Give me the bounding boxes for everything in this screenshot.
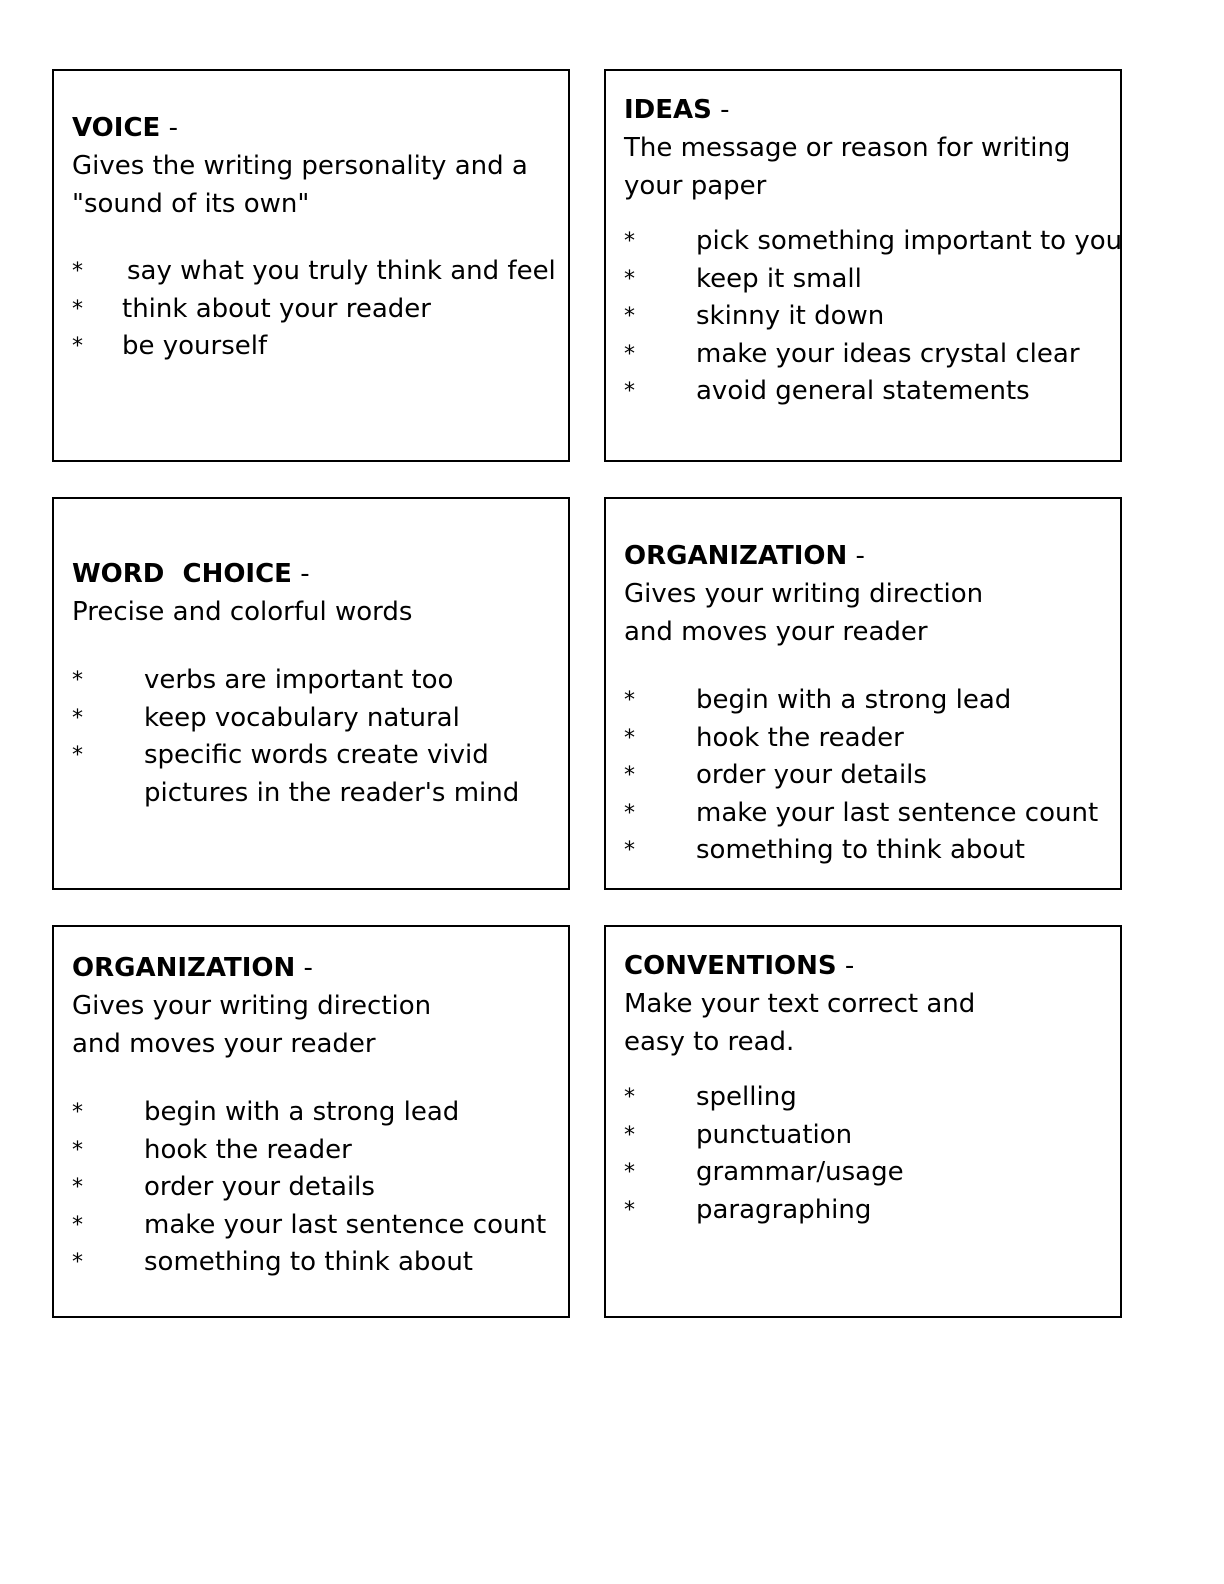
list-item-text: hook the reader	[696, 722, 904, 753]
title-dash: -	[168, 113, 178, 143]
title-dash: -	[300, 559, 310, 589]
asterisk-bullet-icon: *	[72, 1212, 83, 1238]
card-title: VOICE	[72, 113, 161, 143]
asterisk-bullet-icon: *	[72, 334, 83, 359]
list-item	[72, 253, 560, 291]
list-item	[624, 1154, 1112, 1192]
list-item-text: think about your reader	[122, 293, 431, 324]
card-description: The message or reason for writing your paper	[624, 133, 1071, 201]
list-item	[624, 261, 1112, 299]
title-dash: -	[855, 541, 865, 571]
asterisk-bullet-icon: *	[624, 379, 635, 404]
list-item	[72, 700, 560, 738]
list-item-text: spelling	[696, 1082, 797, 1112]
asterisk-bullet-icon: *	[624, 1122, 635, 1148]
asterisk-bullet-icon: *	[624, 725, 635, 751]
list-item	[72, 1244, 560, 1282]
list-item	[72, 737, 560, 812]
list-item	[624, 1079, 1112, 1117]
card-heading	[624, 947, 1112, 985]
card-heading	[72, 555, 560, 593]
trait-list	[624, 682, 1112, 870]
list-item	[72, 662, 560, 700]
card-voice	[52, 69, 570, 462]
asterisk-bullet-icon: *	[72, 705, 83, 731]
asterisk-bullet-icon: *	[624, 688, 635, 713]
asterisk-bullet-icon: *	[72, 1100, 83, 1125]
asterisk-bullet-icon: *	[624, 1085, 635, 1110]
trait-list	[72, 1094, 560, 1282]
list-item-text: something to think about	[696, 835, 1025, 865]
list-item-text: something to think about	[144, 1247, 473, 1277]
list-item	[624, 720, 1112, 758]
asterisk-bullet-icon: *	[624, 838, 635, 863]
list-item-text: pick something important to you	[696, 226, 1123, 256]
card-title: CONVENTIONS	[624, 951, 837, 981]
card-organization	[604, 497, 1122, 890]
list-item-text: hook the reader	[144, 1134, 352, 1165]
asterisk-bullet-icon: *	[624, 266, 635, 292]
asterisk-bullet-icon: *	[72, 259, 83, 284]
list-item	[72, 1132, 560, 1170]
list-item-text: keep vocabulary natural	[144, 702, 460, 733]
list-item	[624, 1117, 1112, 1155]
list-item-text: punctuation	[696, 1119, 853, 1150]
card-description: Gives your writing direction and moves your reader	[72, 991, 432, 1059]
list-item-text: keep it small	[696, 263, 862, 294]
card-description: Gives the writing personality and a "sound of its own"	[72, 151, 528, 219]
list-item-text: begin with a strong lead	[144, 1097, 460, 1127]
asterisk-bullet-icon: *	[624, 800, 635, 826]
title-dash: -	[844, 951, 855, 981]
list-item	[624, 1192, 1112, 1230]
list-item-text: say what you truly think and feel	[127, 256, 556, 286]
card-conventions	[604, 925, 1122, 1318]
list-item	[72, 291, 560, 329]
list-item	[624, 757, 1112, 795]
list-item-text: make your ideas crystal clear	[696, 338, 1080, 369]
card-ideas	[604, 69, 1122, 462]
asterisk-bullet-icon: *	[72, 743, 83, 768]
card-description: Precise and colorful words	[72, 597, 413, 627]
card-heading	[72, 109, 560, 147]
list-item-text: order your details	[696, 760, 927, 790]
list-item	[624, 223, 1123, 261]
asterisk-bullet-icon: *	[72, 1175, 83, 1200]
card-description: Make your text correct and easy to read.	[624, 989, 976, 1057]
asterisk-bullet-icon: *	[624, 341, 635, 367]
list-item-text: skinny it down	[696, 301, 885, 331]
list-item-text: paragraphing	[696, 1194, 872, 1225]
card-heading	[72, 949, 560, 987]
asterisk-bullet-icon: *	[624, 1160, 635, 1185]
list-item	[624, 298, 1112, 336]
asterisk-bullet-icon: *	[624, 304, 635, 329]
list-item-text: order your details	[144, 1172, 375, 1202]
trait-list	[624, 1079, 1112, 1229]
list-item	[72, 328, 560, 366]
title-dash: -	[720, 95, 730, 125]
asterisk-bullet-icon: *	[72, 1137, 83, 1163]
card-heading	[624, 537, 1112, 575]
list-item	[624, 795, 1112, 833]
title-dash: -	[303, 953, 313, 983]
trait-list	[72, 253, 560, 366]
trait-list	[72, 662, 560, 812]
list-item-text: specific words create vivid pictures in the reader's mind	[144, 740, 520, 808]
list-item-text: be yourself	[122, 331, 268, 361]
asterisk-bullet-icon: *	[72, 296, 83, 322]
asterisk-bullet-icon: *	[624, 763, 635, 788]
list-item	[624, 682, 1112, 720]
list-item	[72, 1207, 560, 1245]
list-item	[72, 1094, 560, 1132]
list-item-text: grammar/usage	[696, 1157, 904, 1187]
card-title: ORGANIZATION	[72, 953, 296, 983]
list-item	[72, 1169, 560, 1207]
card-heading	[624, 91, 1112, 129]
list-item	[624, 336, 1112, 374]
list-item-text: verbs are important too	[144, 665, 454, 695]
asterisk-bullet-icon: *	[624, 229, 635, 254]
asterisk-bullet-icon: *	[72, 1250, 83, 1275]
card-organization	[52, 925, 570, 1318]
asterisk-bullet-icon: *	[624, 1197, 635, 1223]
card-title: IDEAS	[624, 95, 712, 125]
card-title: ORGANIZATION	[624, 541, 848, 571]
asterisk-bullet-icon: *	[72, 668, 83, 693]
card-description: Gives your writing direction and moves your reader	[624, 579, 984, 647]
list-item-text: avoid general statements	[696, 376, 1030, 406]
trait-list	[624, 223, 1123, 411]
card-title: WORD CHOICE	[72, 559, 292, 589]
list-item-text: make your last sentence count	[696, 797, 1099, 828]
list-item	[624, 832, 1112, 870]
card-word-choice	[52, 497, 570, 890]
list-item-text: begin with a strong lead	[696, 685, 1012, 715]
list-item-text: make your last sentence count	[144, 1209, 547, 1240]
list-item	[624, 373, 1112, 411]
